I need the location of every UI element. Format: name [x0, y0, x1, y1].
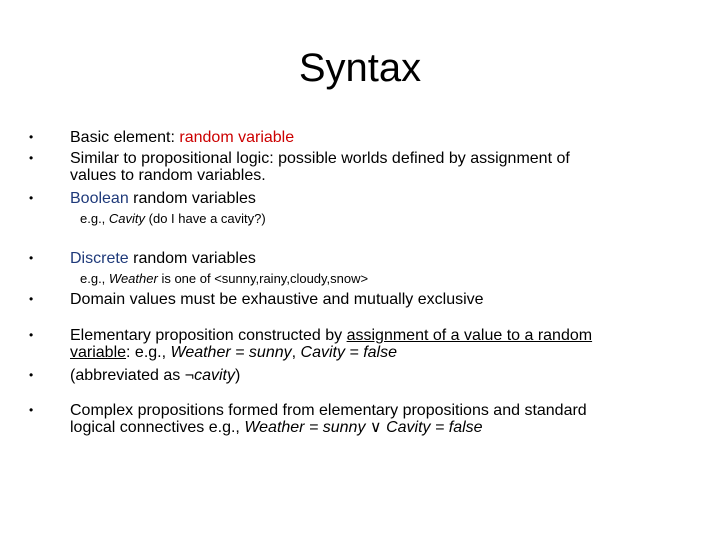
bullet-marker: •	[29, 403, 34, 417]
example-italic: Cavity	[108, 211, 146, 226]
underlined-text: assignment of a value to a random	[346, 327, 593, 344]
bullet-marker: •	[29, 368, 34, 382]
bullet-text: Basic element:	[70, 129, 180, 146]
bullet-text: random variables	[128, 190, 256, 207]
example-prefix: e.g.,	[80, 211, 109, 226]
italic-term: sunny	[322, 419, 366, 436]
italic-term: cavity	[194, 367, 235, 384]
bullet-elementary-proposition-line2	[70, 344, 680, 361]
bullet-text: Elementary proposition constructed by	[70, 327, 347, 344]
highlight-discrete: Discrete	[70, 250, 129, 267]
italic-operator: =	[430, 419, 449, 436]
italic-term: false	[448, 419, 483, 436]
bullet-text: logical connectives e.g.,	[70, 419, 245, 436]
underlined-text: variable	[70, 344, 127, 361]
example-prefix: e.g.,	[80, 271, 109, 286]
bullet-discrete	[70, 250, 680, 267]
bullet-text: )	[234, 367, 241, 384]
example-italic: Weather	[108, 271, 158, 286]
bullet-propositional-logic-line2: values to random variables.	[70, 167, 266, 184]
example-cavity	[80, 210, 680, 227]
bullet-elementary-proposition-line1	[70, 327, 680, 344]
bullet-domain-values: Domain values must be exhaustive and mutually exclusive	[70, 291, 484, 308]
bullet-complex-propositions-line1: Complex propositions formed from elementary propositions and standard	[70, 402, 587, 419]
italic-operator: =	[230, 344, 249, 361]
bullet-marker: •	[29, 251, 34, 265]
bullet-abbreviated	[70, 367, 680, 384]
bullet-complex-propositions-line2	[70, 419, 680, 436]
or-symbol: ∨	[365, 419, 387, 436]
italic-term: Weather	[170, 344, 231, 361]
bullet-marker: •	[29, 328, 34, 342]
bullet-marker: •	[29, 292, 34, 306]
example-weather	[80, 270, 680, 287]
example-rest: is one of <sunny,rainy,cloudy,snow>	[157, 271, 369, 286]
example-rest: (do I have a cavity?)	[145, 211, 266, 226]
italic-operator: =	[304, 419, 323, 436]
bullet-marker: •	[29, 151, 34, 165]
italic-term: Cavity	[300, 344, 345, 361]
italic-term: false	[363, 344, 397, 361]
bullet-text: : e.g.,	[126, 344, 171, 361]
bullet-text: (abbreviated as	[70, 367, 185, 384]
bullet-basic-element	[70, 129, 680, 146]
highlight-boolean: Boolean	[70, 190, 129, 207]
bullet-propositional-logic-line1: Similar to propositional logic: possible worlds defined by assignment of	[70, 150, 570, 167]
separator: ,	[291, 344, 301, 361]
italic-term: Cavity	[386, 419, 431, 436]
highlight-random-variable: random variable	[179, 129, 295, 146]
bullet-boolean	[70, 190, 680, 207]
bullet-marker: •	[29, 130, 34, 144]
italic-operator: =	[344, 344, 364, 361]
bullet-marker: •	[29, 191, 34, 205]
italic-term: sunny	[248, 344, 292, 361]
negation-symbol: ¬	[184, 367, 195, 384]
bullet-text: random variables	[128, 250, 256, 267]
italic-term: Weather	[244, 419, 305, 436]
slide-title: Syntax	[298, 46, 422, 90]
